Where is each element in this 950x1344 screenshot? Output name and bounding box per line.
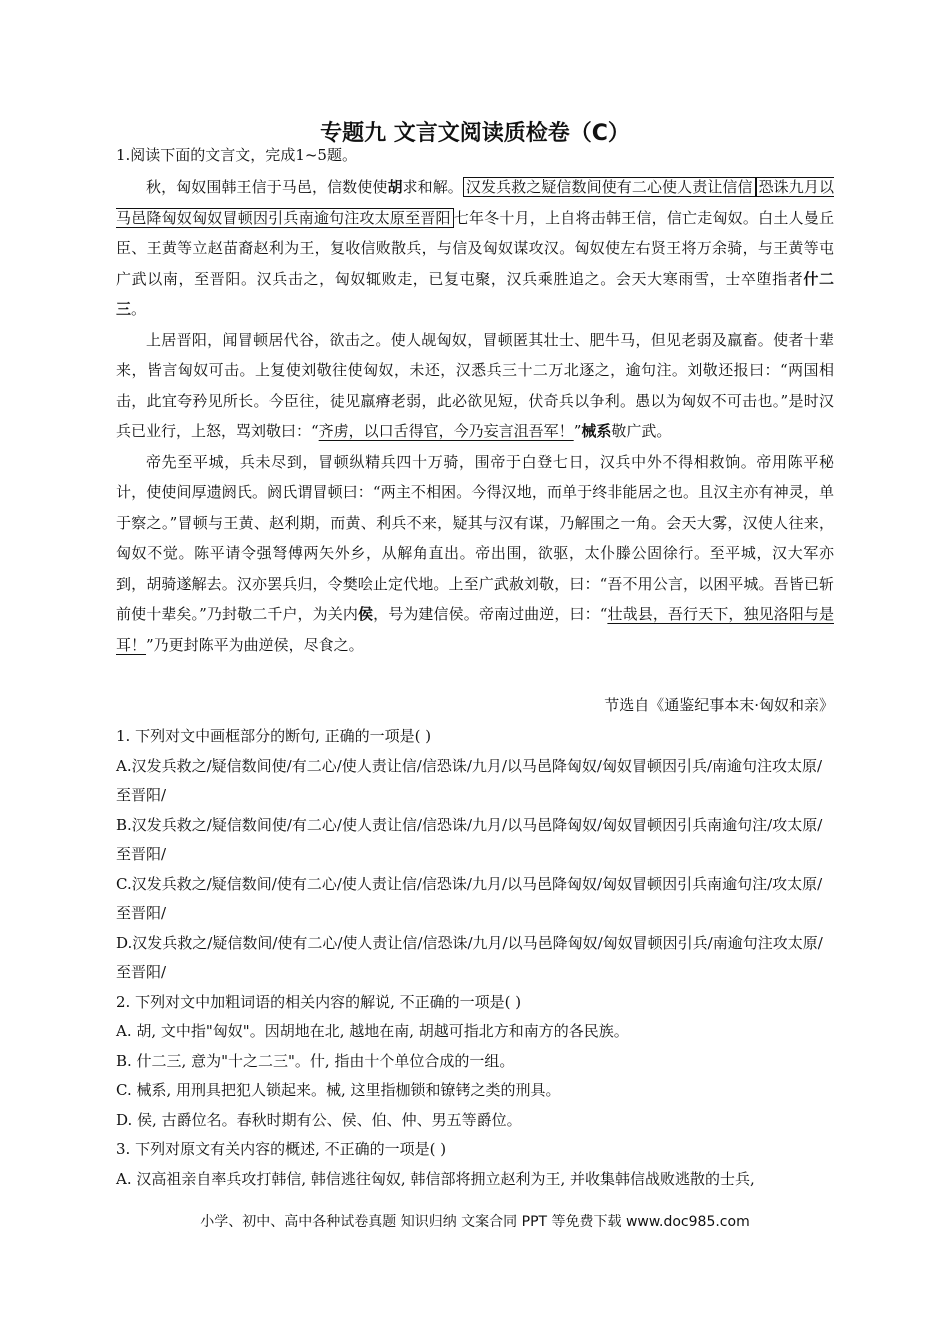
passage-paragraph-2 bbox=[116, 325, 834, 447]
passage-paragraph-1 bbox=[116, 172, 834, 325]
boxed-text-line1: 汉发兵救之疑信数间使有二心使人责让信信 bbox=[463, 177, 756, 197]
boxed-text-line2: 恐诛九月以马邑降匈奴匈奴冒顿因引兵南逾句注攻太原至晋阳 bbox=[116, 178, 834, 227]
question-1-stem: 1. 下列对文中画框部分的断句, 正确的一项是( ) bbox=[116, 727, 432, 745]
text-span: 秋，匈奴围韩王信于马邑，信数使使 bbox=[146, 178, 388, 196]
question-1-option-b: B.汉发兵救之/疑信数间使/有二心/使人责让信/信恐诛/九月/以马邑降匈奴/匈奴冒顿因引兵南逾句注/攻太原/至晋阳/ bbox=[116, 815, 823, 863]
question-1-option-a: A.汉发兵救之/疑信数间使/有二心/使人责让信/信恐诛/九月/以马邑降匈奴/匈奴冒顿因引兵/南逾句注攻太原/至晋阳/ bbox=[116, 756, 823, 804]
text-span: 帝先至平城，兵未尽到，冒顿纵精兵四十万骑，围帝于白登七日，汉兵中外不得相救饷。帝用陈平秘计，使使间厚遗阏氏。阏氏谓冒顿曰：“两主不相困。今得汉地，而单于终非能居之也。且汉主亦有神灵，单于察之。”冒顿与王黄、赵利期，而黄、利兵不来，疑其与汉有谋，乃解围之一角。会天大雾，汉使人往来，匈奴不觉。陈平请令强弩傅两矢外乡，从解角直出。帝出围，欲驱，太仆滕公固徐行。至平城，汉大军亦到，胡骑遂解去。汉亦罢兵归，令樊哙止定代地。上至广武赦刘敬，曰：“吾不用公言，以困平城。吾皆已斩前使十辈矣。”乃封敬二千户，为关内 bbox=[116, 452, 834, 623]
page-title: 专题九 文言文阅读质检卷（C） bbox=[320, 121, 630, 146]
text-span: ”乃更封陈平为曲逆侯，尽食之。 bbox=[146, 635, 364, 654]
source-citation: 节选自《通鉴纪事本末·匈奴和亲》 bbox=[604, 696, 834, 714]
bold-term-xie: 械系 bbox=[581, 422, 612, 440]
text-span: ，号为建信侯。帝南过曲逆，曰：“ bbox=[373, 605, 608, 623]
question-1-option-d: D.汉发兵救之/疑信数间/使有二心/使人责让信/信恐诛/九月/以马邑降匈奴/匈奴冒顿因引兵/南逾句注攻太原/至晋阳/ bbox=[116, 933, 823, 981]
text-span: 求和解。 bbox=[402, 178, 463, 196]
bold-term-shi: 什二三 bbox=[116, 269, 834, 318]
bold-term-hu: 胡 bbox=[387, 178, 403, 196]
question-2-option-c: C. 械系, 用刑具把犯人锁起来。械, 这里指枷锁和镣铐之类的刑具。 bbox=[116, 1081, 561, 1099]
passage-paragraph-3 bbox=[116, 447, 834, 661]
question-2-option-b: B. 什二三, 意为"十之二三"。什, 指由十个单位合成的一组。 bbox=[116, 1051, 515, 1070]
classical-passage bbox=[116, 172, 834, 660]
question-2-stem: 2. 下列对文中加粗词语的相关内容的解说, 不正确的一项是( ) bbox=[116, 992, 522, 1011]
text-span: ” bbox=[573, 422, 582, 440]
question-1-option-c: C.汉发兵救之/疑信数间/使有二心/使人责让信/信恐诛/九月/以马邑降匈奴/匈奴冒顿因引兵南逾句注/攻太原/至晋阳/ bbox=[116, 874, 823, 922]
text-span: 上居晋阳，闻冒顿居代谷，欲击之。使人觇匈奴，冒顿匿其壮士、肥牛马，但见老弱及羸畜。使者十辈来，皆言匈奴可击。上复使刘敬往使匈奴，未还，汉悉兵三十二万北逐之，逾句注。刘敬还报曰：“两国相击，此宜夸矜见所长。今臣往，徒见羸瘠老弱，此必欲见短，伏奇兵以争利。愚以为匈奴不可击也。”是时汉兵已业行，上怒，骂刘敬曰：“ bbox=[116, 330, 834, 440]
question-2-option-d: D. 侯, 古爵位名。春秋时期有公、侯、伯、仲、男五等爵位。 bbox=[116, 1110, 522, 1129]
underlined-sentence-1: 齐虏，以口舌得官，今乃妄言沮吾军！ bbox=[318, 422, 574, 440]
text-span: 。 bbox=[131, 300, 147, 318]
footer-link-text[interactable]: 小学、初中、高中各种试卷真题 知识归纳 文案合同 PPT 等免费下载 www.doc985.com bbox=[200, 1214, 750, 1230]
bold-term-hou: 侯 bbox=[358, 605, 374, 623]
text-span: 敬广武。 bbox=[611, 422, 672, 440]
instruction: 1.阅读下面的文言文，完成1~5题。 bbox=[116, 146, 357, 164]
question-2-option-a: A. 胡, 文中指"匈奴"。因胡地在北, 越地在南, 胡越可指北方和南方的各民族。 bbox=[116, 1022, 629, 1040]
question-3-option-a: A. 汉高祖亲自率兵攻打韩信, 韩信逃往匈奴, 韩信部将拥立赵利为王, 并收集韩信战败逃散的士兵, bbox=[116, 1169, 755, 1188]
questions-section bbox=[116, 722, 834, 1194]
text-span: 七年冬十月，上自将击韩王信，信亡走匈奴。白土人曼丘臣、王黄等立赵苗裔赵利为王，复收信败散兵，与信及匈奴谋攻汉。匈奴使左右贤王将万余骑，与王黄等屯广武以南，至晋阳。汉兵击之，匈奴辄败走，已复屯聚，汉兵乘胜追之。会天大寒雨雪，士卒堕指者 bbox=[116, 208, 834, 288]
underlined-sentence-2: 壮哉县，吾行天下，独见洛阳与是耳！ bbox=[116, 605, 834, 654]
question-3-stem: 3. 下列对原文有关内容的概述, 不正确的一项是( ) bbox=[116, 1140, 447, 1158]
